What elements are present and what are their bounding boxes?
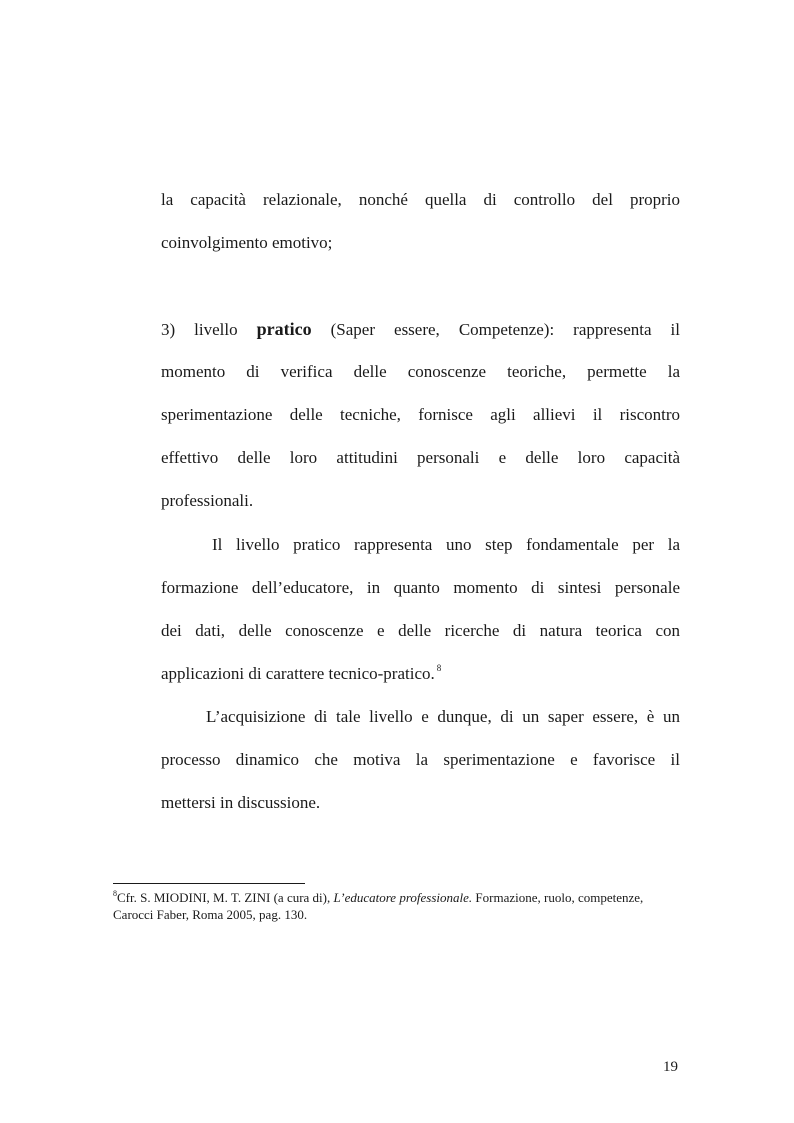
para2-line5: professionali.	[161, 491, 254, 510]
footnote-reference[interactable]: 8	[436, 663, 442, 673]
para2-line2: momento di verifica delle conoscenze teoriche, permette la	[161, 362, 680, 381]
para2-line1	[161, 318, 680, 340]
para4-line2: processo dinamico che motiva la sperimentazione e favorisce il	[161, 750, 680, 769]
para4-line1: L’acquisizione di tale livello e dunque, di un saper essere, è un	[206, 707, 680, 726]
footnote-number: 8	[113, 889, 117, 898]
para3-line2: formazione dell’educatore, in quanto momento di sintesi personale	[161, 578, 680, 597]
para2-line1-prefix: 3) livello	[161, 320, 257, 339]
para3-line4-text: applicazioni di carattere tecnico-pratico.	[161, 664, 435, 683]
page-number: 19	[663, 1059, 678, 1075]
para1-line2: coinvolgimento emotivo;	[161, 233, 333, 252]
para1-line1: la capacità relazionale, nonché quella di controllo del proprio	[161, 190, 680, 209]
para2-line3: sperimentazione delle tecniche, fornisce agli allievi il riscontro	[161, 405, 680, 424]
footnote-title: L’educatore professionale.	[333, 890, 473, 905]
para3-line4	[161, 663, 680, 685]
footnote-part2: Formazione, ruolo, competenze,	[472, 890, 644, 905]
footnote-separator	[113, 883, 305, 884]
para4-line3: mettersi in discussione.	[161, 793, 321, 812]
footnote-line2: Carocci Faber, Roma 2005, pag. 130.	[113, 907, 308, 922]
para2-line1-suffix: (Saper essere, Competenze): rappresenta il	[311, 320, 680, 339]
bold-term-pratico: pratico	[256, 319, 312, 339]
para2-line4: effettivo delle loro attitudini personali e delle loro capacità	[161, 448, 680, 467]
para3-line1: Il livello pratico rappresenta uno step fondamentale per la	[212, 535, 680, 554]
footnote-part1: Cfr. S. MIODINI, M. T. ZINI (a cura di),	[117, 890, 334, 905]
para3-line3: dei dati, delle conoscenze e delle ricerche di natura teorica con	[161, 621, 680, 640]
